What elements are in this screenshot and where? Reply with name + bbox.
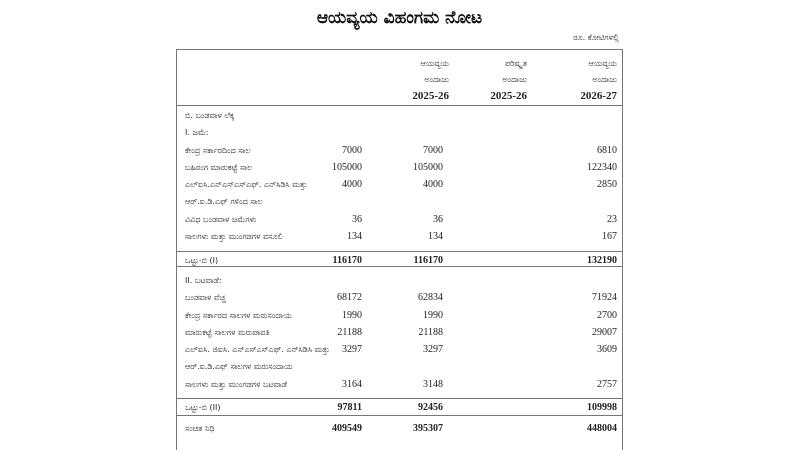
total-value-be-2025-26: 97811 (337, 402, 362, 413)
row-value-re-2025-26: 62834 (418, 292, 443, 304)
column-header-be-2026-27 (537, 56, 617, 104)
row-value-be-2026-27: 71924 (592, 292, 617, 304)
total-value-re-2025-26: 92456 (418, 402, 443, 413)
column-header-line2: ಅಂದಾಜು (592, 75, 617, 84)
row-value-be-2026-27: 2757 (597, 378, 617, 390)
subsection-heading (177, 125, 622, 142)
divider (177, 251, 622, 252)
row-value-be-2025-26: 68172 (337, 292, 362, 304)
budget-overview-page (176, 0, 623, 450)
consolidated-fund-re-2025-26: 395307 (413, 423, 443, 434)
unit-label: ರೂ. ಕೋಟಿಗಳಲ್ಲಿ (573, 33, 619, 42)
total-value-be-2025-26: 116170 (332, 255, 362, 266)
column-header-year: 2026-27 (580, 90, 617, 102)
row-value-be-2026-27: 6810 (597, 144, 617, 156)
section-heading-label: ಬಿ. ಬಂಡವಾಳ ಲೆಕ್ಕ (185, 111, 235, 120)
row-label: ವಿವಿಧ ಬಂಡವಾಳ ಜಮೆಗಳು (185, 214, 257, 224)
row-value-be-2025-26: 105000 (332, 161, 362, 173)
table-row (177, 229, 622, 246)
row-label: ಎಲ್ಐಸಿ.ಎನ್ಎಸ್ಎಸ್ಎಫ್. ಎನ್‌ಸಿಡಿಸಿ ಮತ್ತು (185, 180, 308, 190)
row-value-be-2026-27: 167 (602, 231, 617, 243)
total-value-be-2026-27: 109998 (587, 402, 617, 413)
row-label: ಸಾಲಗಳು ಮತ್ತು ಮುಂಗಡಗಳ ಬಟವಾಡೆ (185, 379, 287, 389)
consolidated-fund-label: ಸಂಚಿತ ನಿಧಿ (185, 424, 215, 433)
row-value-re-2025-26: 1990 (423, 309, 443, 321)
row-value-be-2025-26: 21188 (337, 326, 362, 338)
row-label: ಎಲ್ಐಸಿ. ಜಿಐಸಿ. ಎನ್ಎಸ್ಎಸ್ಎಫ್. ಎನ್‌ಸಿಡಿಸಿ ಮತ್ತು (185, 345, 330, 355)
row-value-re-2025-26: 36 (433, 213, 443, 225)
row-value-be-2026-27: 2850 (597, 179, 617, 191)
column-header-be-2025-26 (369, 56, 449, 104)
row-value-be-2026-27: 2700 (597, 309, 617, 321)
row-label: ಆರ್.ಐ.ಡಿ.ಎಫ್ ಸಾಲಗಳ ಮರುಸಂದಾಯ (185, 362, 293, 372)
total-label: ಒಟ್ಟು-ಬಿ (II) (185, 403, 221, 412)
row-value-be-2025-26: 3164 (342, 378, 362, 390)
consolidated-fund-section (177, 421, 622, 438)
row-value-re-2025-26: 3148 (423, 378, 443, 390)
table-row (177, 290, 622, 307)
row-label: ಆರ್.ಐ.ಡಿ.ಎಫ್ ಗಳಿಂದ ಸಾಲ (185, 197, 263, 207)
table-row (177, 377, 622, 394)
table-row (177, 325, 622, 342)
receipts-section (177, 108, 622, 246)
column-header-year: 2025-26 (490, 90, 527, 102)
total-label: ಒಟ್ಟು-ಬಿ (I) (185, 256, 219, 265)
table-row (177, 194, 622, 211)
row-value-be-2026-27: 29007 (592, 326, 617, 338)
page-title: ಆಯವ್ಯಯ ವಿಹಂಗಮ ನೋಟ (316, 8, 483, 28)
table-row (177, 308, 622, 325)
row-value-be-2026-27: 23 (607, 213, 617, 225)
row-label: ಸಾಲಗಳು ಮತ್ತು ಮುಂಗಡಗಳ ವಸೂಲಿ (185, 232, 283, 242)
divider (177, 266, 622, 267)
row-value-be-2026-27: 122340 (587, 161, 617, 173)
row-value-re-2025-26: 4000 (423, 179, 443, 191)
table-row (177, 212, 622, 229)
row-value-be-2025-26: 1990 (342, 309, 362, 321)
row-label: ಮಾರುಕಟ್ಟೆ ಸಾಲಗಳ ಮರುಪಾವತಿ (185, 327, 270, 337)
row-label: ಕೇಂದ್ರ ಸರ್ಕಾರದಿಂದ ಸಾಲ (185, 145, 251, 155)
disbursements-section (177, 273, 622, 394)
total-row (177, 253, 622, 270)
row-value-be-2025-26: 36 (352, 213, 362, 225)
row-value-be-2025-26: 4000 (342, 179, 362, 191)
row-value-re-2025-26: 7000 (423, 144, 443, 156)
subsection-heading-label: II. ಬಟವಾಡೆ: (185, 276, 222, 285)
table-row (177, 177, 622, 194)
subsection-heading-label: I. ಜಮೆ: (185, 128, 209, 138)
column-header-line1: ಆಯವ್ಯಯ (588, 59, 617, 68)
consolidated-fund-be-2026-27: 448004 (587, 423, 617, 434)
row-value-be-2025-26: 7000 (342, 144, 362, 156)
column-header-line2: ಅಂದಾಜು (502, 75, 527, 84)
divider (177, 415, 622, 416)
column-header-line2: ಅಂದಾಜು (424, 75, 449, 84)
budget-table (176, 49, 623, 450)
row-value-re-2025-26: 105000 (413, 161, 443, 173)
row-label: ಬಹಿರಂಗ ಮಾರುಕಟ್ಟೆ ಸಾಲ (185, 162, 253, 172)
row-value-be-2026-27: 3609 (597, 344, 617, 356)
row-value-re-2025-26: 134 (428, 231, 443, 243)
table-row (177, 143, 622, 160)
section-heading (177, 108, 622, 125)
row-value-be-2025-26: 134 (347, 231, 362, 243)
receipts-total-section (177, 253, 622, 270)
subsection-heading (177, 273, 622, 290)
total-value-re-2025-26: 116170 (413, 255, 443, 266)
column-header-re-2025-26 (447, 56, 527, 104)
row-value-be-2025-26: 3297 (342, 344, 362, 356)
row-value-re-2025-26: 21188 (418, 326, 443, 338)
table-header (177, 50, 622, 106)
table-row (177, 342, 622, 359)
row-label: ಕೇಂದ್ರ ಸರ್ಕಾರದ ಸಾಲಗಳ ಮರುಸಂದಾಯ (185, 310, 292, 320)
column-header-line1: ಆಯವ್ಯಯ (420, 59, 449, 68)
total-value-be-2026-27: 132190 (587, 255, 617, 266)
column-header-line1: ಪರಿಷ್ಕೃತ (505, 59, 527, 68)
column-header-year: 2025-26 (412, 90, 449, 102)
row-value-re-2025-26: 3297 (423, 344, 443, 356)
consolidated-fund-be-2025-26: 409549 (332, 423, 362, 434)
row-label: ಬಂಡವಾಳ ವೆಚ್ಚ (185, 293, 226, 303)
divider (177, 398, 622, 399)
consolidated-fund-row (177, 421, 622, 438)
table-row (177, 160, 622, 177)
table-row (177, 359, 622, 376)
